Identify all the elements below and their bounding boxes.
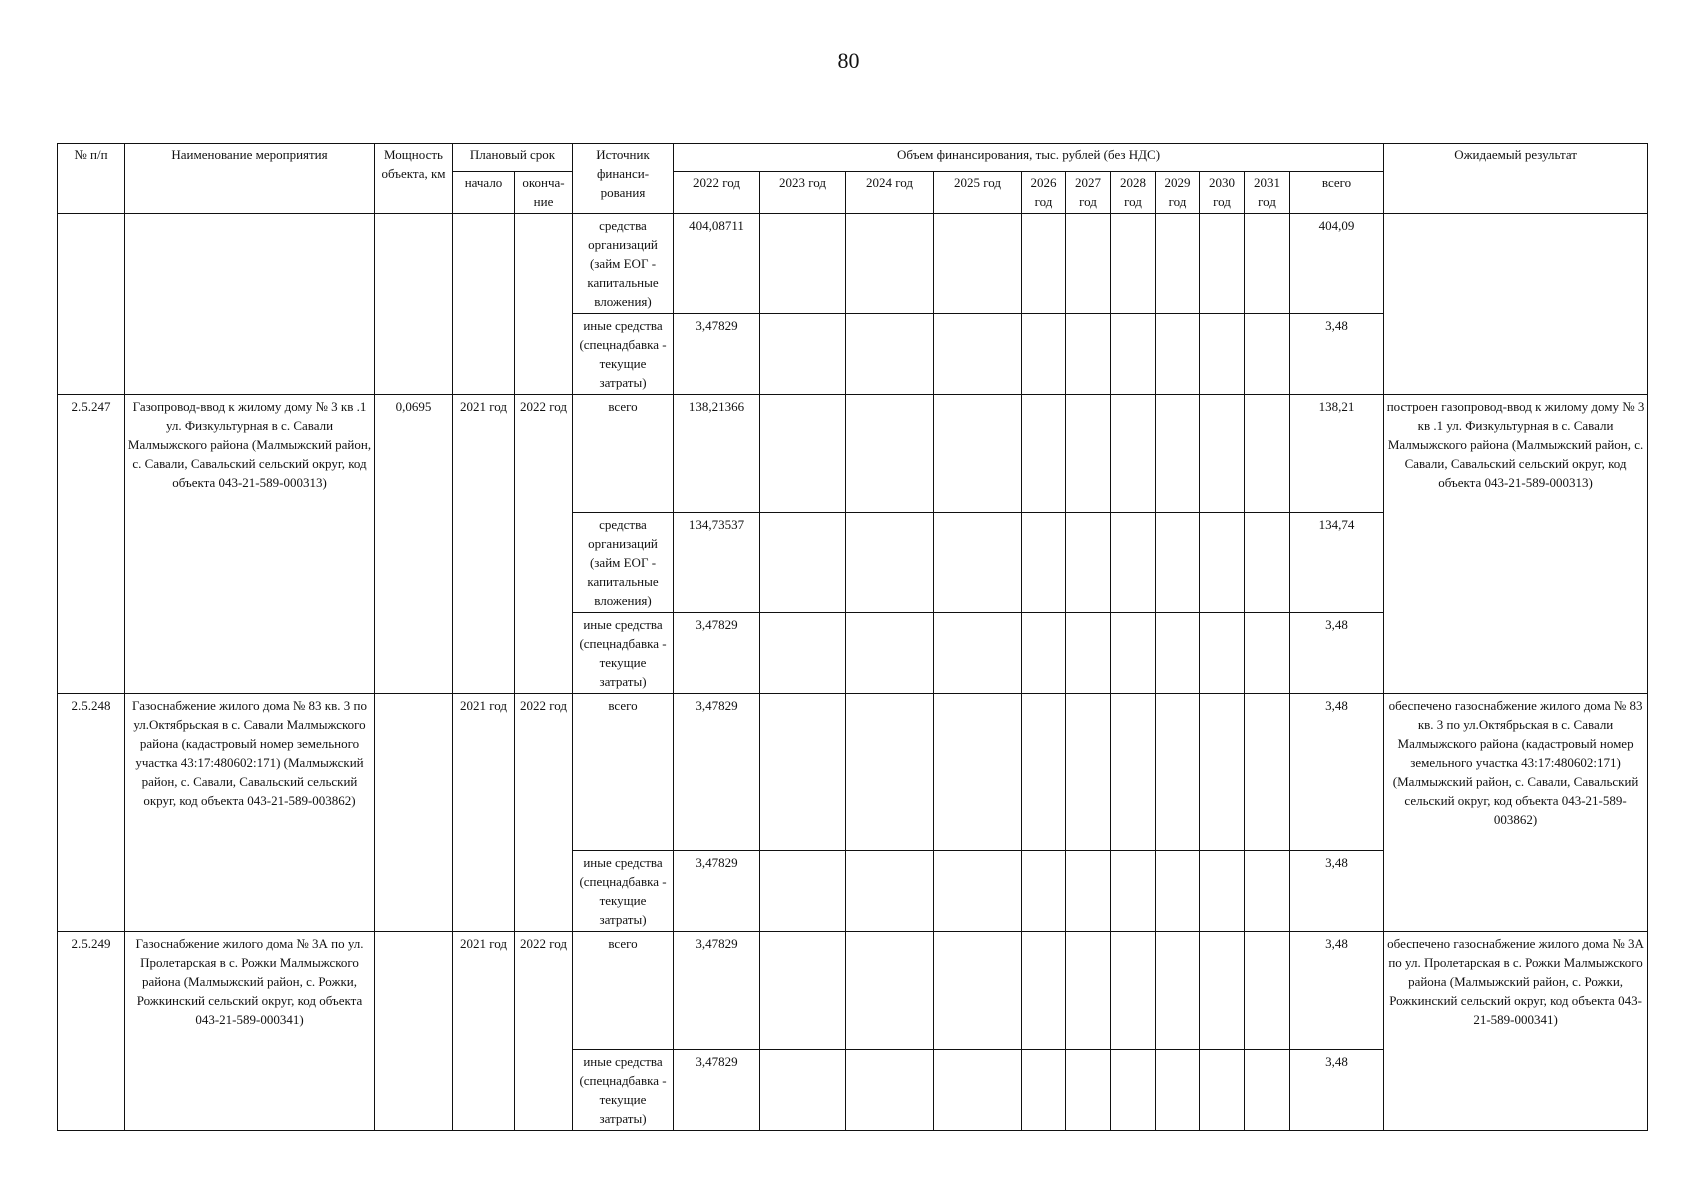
empty-cell bbox=[1245, 694, 1290, 851]
empty-cell bbox=[1111, 613, 1156, 694]
cell-total: 3,48 bbox=[1290, 314, 1384, 395]
cell-source: иные средства (спецнадбавка - текущие затраты) bbox=[573, 314, 674, 395]
header-term: Плановый срок bbox=[453, 144, 573, 172]
empty-cell bbox=[1066, 613, 1111, 694]
empty-cell bbox=[1066, 214, 1111, 314]
header-no: № п/п bbox=[58, 144, 125, 214]
empty-cell bbox=[1066, 395, 1111, 513]
empty-cell bbox=[1200, 314, 1245, 395]
cell-2022: 3,47829 bbox=[674, 613, 760, 694]
empty-cell bbox=[1111, 314, 1156, 395]
empty-cell bbox=[1156, 214, 1200, 314]
header-year: 2028 год bbox=[1111, 172, 1156, 214]
empty-cell bbox=[1066, 932, 1111, 1050]
header-year: 2026 год bbox=[1022, 172, 1066, 214]
cell-start: 2021 год bbox=[453, 694, 515, 932]
empty-cell bbox=[934, 694, 1022, 851]
empty-cell bbox=[846, 932, 934, 1050]
empty-cell bbox=[1156, 613, 1200, 694]
cell-source: средства организаций (займ ЕОГ - капитальные вложения) bbox=[573, 214, 674, 314]
cell-total: 3,48 bbox=[1290, 613, 1384, 694]
cell-total: 138,21 bbox=[1290, 395, 1384, 513]
header-result: Ожидаемый результат bbox=[1384, 144, 1648, 214]
empty-cell bbox=[760, 1050, 846, 1131]
cell-no: 2.5.249 bbox=[58, 932, 125, 1131]
empty-cell bbox=[846, 851, 934, 932]
header-year: 2024 год bbox=[846, 172, 934, 214]
cell-total: 3,48 bbox=[1290, 1050, 1384, 1131]
empty-cell bbox=[1022, 1050, 1066, 1131]
empty-cell bbox=[1200, 1050, 1245, 1131]
empty-cell bbox=[934, 613, 1022, 694]
cell-result bbox=[1384, 214, 1648, 395]
cell-source: всего bbox=[573, 694, 674, 851]
empty-cell bbox=[1156, 851, 1200, 932]
header-year: 2025 год bbox=[934, 172, 1022, 214]
cell-no bbox=[58, 214, 125, 395]
header-year: 2031 год bbox=[1245, 172, 1290, 214]
empty-cell bbox=[1111, 851, 1156, 932]
cell-no: 2.5.248 bbox=[58, 694, 125, 932]
cell-source: иные средства (спецнадбавка - текущие затраты) bbox=[573, 613, 674, 694]
header-power: Мощность объекта, км bbox=[375, 144, 453, 214]
empty-cell bbox=[1111, 214, 1156, 314]
cell-result: обеспечено газоснабжение жилого дома № 83 кв. 3 по ул.Октябрьская в с. Савали Малмыжского района (кадастровый номер земельного участка 43:17:480602:171) (Малмыжский район, с. Савали, Савальский сельский округ, код объекта 043-21-589-003862) bbox=[1384, 694, 1648, 932]
empty-cell bbox=[760, 314, 846, 395]
empty-cell bbox=[1200, 613, 1245, 694]
header-year: 2022 год bbox=[674, 172, 760, 214]
empty-cell bbox=[934, 314, 1022, 395]
financing-table bbox=[57, 143, 1648, 1131]
empty-cell bbox=[934, 1050, 1022, 1131]
cell-source: всего bbox=[573, 395, 674, 513]
cell-2022: 3,47829 bbox=[674, 1050, 760, 1131]
empty-cell bbox=[846, 694, 934, 851]
cell-end: 2022 год bbox=[515, 932, 573, 1131]
header-start: начало bbox=[453, 172, 515, 214]
empty-cell bbox=[1111, 513, 1156, 613]
empty-cell bbox=[1066, 1050, 1111, 1131]
cell-2022: 3,47829 bbox=[674, 694, 760, 851]
empty-cell bbox=[760, 214, 846, 314]
empty-cell bbox=[1022, 694, 1066, 851]
empty-cell bbox=[1156, 1050, 1200, 1131]
empty-cell bbox=[760, 932, 846, 1050]
page-number: 80 bbox=[837, 48, 860, 73]
empty-cell bbox=[1111, 1050, 1156, 1131]
empty-cell bbox=[1245, 932, 1290, 1050]
empty-cell bbox=[1066, 513, 1111, 613]
empty-cell bbox=[1111, 694, 1156, 851]
empty-cell bbox=[846, 314, 934, 395]
cell-name: Газоснабжение жилого дома № 83 кв. 3 по ул.Октябрьская в с. Савали Малмыжского района (кадастровый номер земельного участка 43:17:480602:171) (Малмыжский район, с. Савали, Савальский сельский округ, код объекта 043-21-589-003862) bbox=[125, 694, 375, 932]
empty-cell bbox=[846, 613, 934, 694]
cell-name bbox=[125, 214, 375, 395]
empty-cell bbox=[1066, 851, 1111, 932]
cell-result: построен газопровод-ввод к жилому дому № 3 кв .1 ул. Физкультурная в с. Савали Малмыжского района (Малмыжский район, с. Савали, Савальский сельский округ, код объекта 043-21-589-000313) bbox=[1384, 395, 1648, 694]
cell-source: иные средства (спецнадбавка - текущие затраты) bbox=[573, 851, 674, 932]
empty-cell bbox=[1245, 1050, 1290, 1131]
empty-cell bbox=[1156, 513, 1200, 613]
cell-start: 2021 год bbox=[453, 395, 515, 694]
cell-end bbox=[515, 214, 573, 395]
empty-cell bbox=[1111, 395, 1156, 513]
empty-cell bbox=[1066, 694, 1111, 851]
cell-name: Газопровод-ввод к жилому дому № 3 кв .1 ул. Физкультурная в с. Савали Малмыжского района (Малмыжский район, с. Савали, Савальский сельский округ, код объекта 043-21-589-000313) bbox=[125, 395, 375, 694]
cell-total: 134,74 bbox=[1290, 513, 1384, 613]
empty-cell bbox=[1245, 851, 1290, 932]
empty-cell bbox=[934, 932, 1022, 1050]
empty-cell bbox=[1200, 513, 1245, 613]
cell-total: 3,48 bbox=[1290, 932, 1384, 1050]
empty-cell bbox=[934, 513, 1022, 613]
table-row bbox=[58, 932, 1648, 1050]
cell-2022: 3,47829 bbox=[674, 932, 760, 1050]
cell-power bbox=[375, 694, 453, 932]
empty-cell bbox=[1022, 932, 1066, 1050]
header-year: 2029 год bbox=[1156, 172, 1200, 214]
cell-2022: 3,47829 bbox=[674, 851, 760, 932]
empty-cell bbox=[1200, 395, 1245, 513]
empty-cell bbox=[1245, 314, 1290, 395]
cell-end: 2022 год bbox=[515, 694, 573, 932]
header-year: 2027 год bbox=[1066, 172, 1111, 214]
empty-cell bbox=[1245, 613, 1290, 694]
empty-cell bbox=[1156, 395, 1200, 513]
cell-result: обеспечено газоснабжение жилого дома № 3А по ул. Пролетарская в с. Рожки Малмыжского района (Малмыжский район, с. Рожки, Рожкинский сельский округ, код объекта 043-21-589-000341) bbox=[1384, 932, 1648, 1131]
header-source: Источник финанси-рования bbox=[573, 144, 674, 214]
empty-cell bbox=[934, 395, 1022, 513]
table-row bbox=[58, 395, 1648, 513]
header-total: всего bbox=[1290, 172, 1384, 214]
empty-cell bbox=[1245, 395, 1290, 513]
cell-end: 2022 год bbox=[515, 395, 573, 694]
cell-total: 404,09 bbox=[1290, 214, 1384, 314]
empty-cell bbox=[1245, 513, 1290, 613]
header-year: 2023 год bbox=[760, 172, 846, 214]
empty-cell bbox=[760, 513, 846, 613]
cell-source: средства организаций (займ ЕОГ - капитальные вложения) bbox=[573, 513, 674, 613]
empty-cell bbox=[1156, 314, 1200, 395]
cell-2022: 3,47829 bbox=[674, 314, 760, 395]
empty-cell bbox=[1022, 314, 1066, 395]
cell-power bbox=[375, 932, 453, 1131]
empty-cell bbox=[1022, 214, 1066, 314]
empty-cell bbox=[1200, 851, 1245, 932]
header-end: оконча-ние bbox=[515, 172, 573, 214]
header-year: 2030 год bbox=[1200, 172, 1245, 214]
cell-source: всего bbox=[573, 932, 674, 1050]
empty-cell bbox=[1022, 513, 1066, 613]
cell-start: 2021 год bbox=[453, 932, 515, 1131]
empty-cell bbox=[1200, 694, 1245, 851]
table-row bbox=[58, 694, 1648, 851]
empty-cell bbox=[846, 1050, 934, 1131]
empty-cell bbox=[760, 395, 846, 513]
empty-cell bbox=[934, 214, 1022, 314]
empty-cell bbox=[1022, 851, 1066, 932]
cell-no: 2.5.247 bbox=[58, 395, 125, 694]
empty-cell bbox=[1022, 613, 1066, 694]
header-name: Наименование мероприятия bbox=[125, 144, 375, 214]
empty-cell bbox=[1200, 932, 1245, 1050]
cell-2022: 404,08711 bbox=[674, 214, 760, 314]
empty-cell bbox=[1156, 932, 1200, 1050]
table-row bbox=[58, 214, 1648, 314]
cell-start bbox=[453, 214, 515, 395]
cell-source: иные средства (спецнадбавка - текущие затраты) bbox=[573, 1050, 674, 1131]
header-volume: Объем финансирования, тыс. рублей (без НДС) bbox=[674, 144, 1384, 172]
empty-cell bbox=[1245, 214, 1290, 314]
empty-cell bbox=[1156, 694, 1200, 851]
empty-cell bbox=[1022, 395, 1066, 513]
empty-cell bbox=[760, 613, 846, 694]
cell-2022: 134,73537 bbox=[674, 513, 760, 613]
empty-cell bbox=[846, 513, 934, 613]
cell-power bbox=[375, 214, 453, 395]
cell-power: 0,0695 bbox=[375, 395, 453, 694]
empty-cell bbox=[846, 214, 934, 314]
cell-total: 3,48 bbox=[1290, 851, 1384, 932]
empty-cell bbox=[934, 851, 1022, 932]
cell-2022: 138,21366 bbox=[674, 395, 760, 513]
empty-cell bbox=[1200, 214, 1245, 314]
empty-cell bbox=[760, 694, 846, 851]
cell-name: Газоснабжение жилого дома № 3А по ул. Пролетарская в с. Рожки Малмыжского района (Малмыжский район, с. Рожки, Рожкинский сельский округ, код объекта 043-21-589-000341) bbox=[125, 932, 375, 1131]
empty-cell bbox=[846, 395, 934, 513]
empty-cell bbox=[1111, 932, 1156, 1050]
cell-total: 3,48 bbox=[1290, 694, 1384, 851]
empty-cell bbox=[760, 851, 846, 932]
empty-cell bbox=[1066, 314, 1111, 395]
